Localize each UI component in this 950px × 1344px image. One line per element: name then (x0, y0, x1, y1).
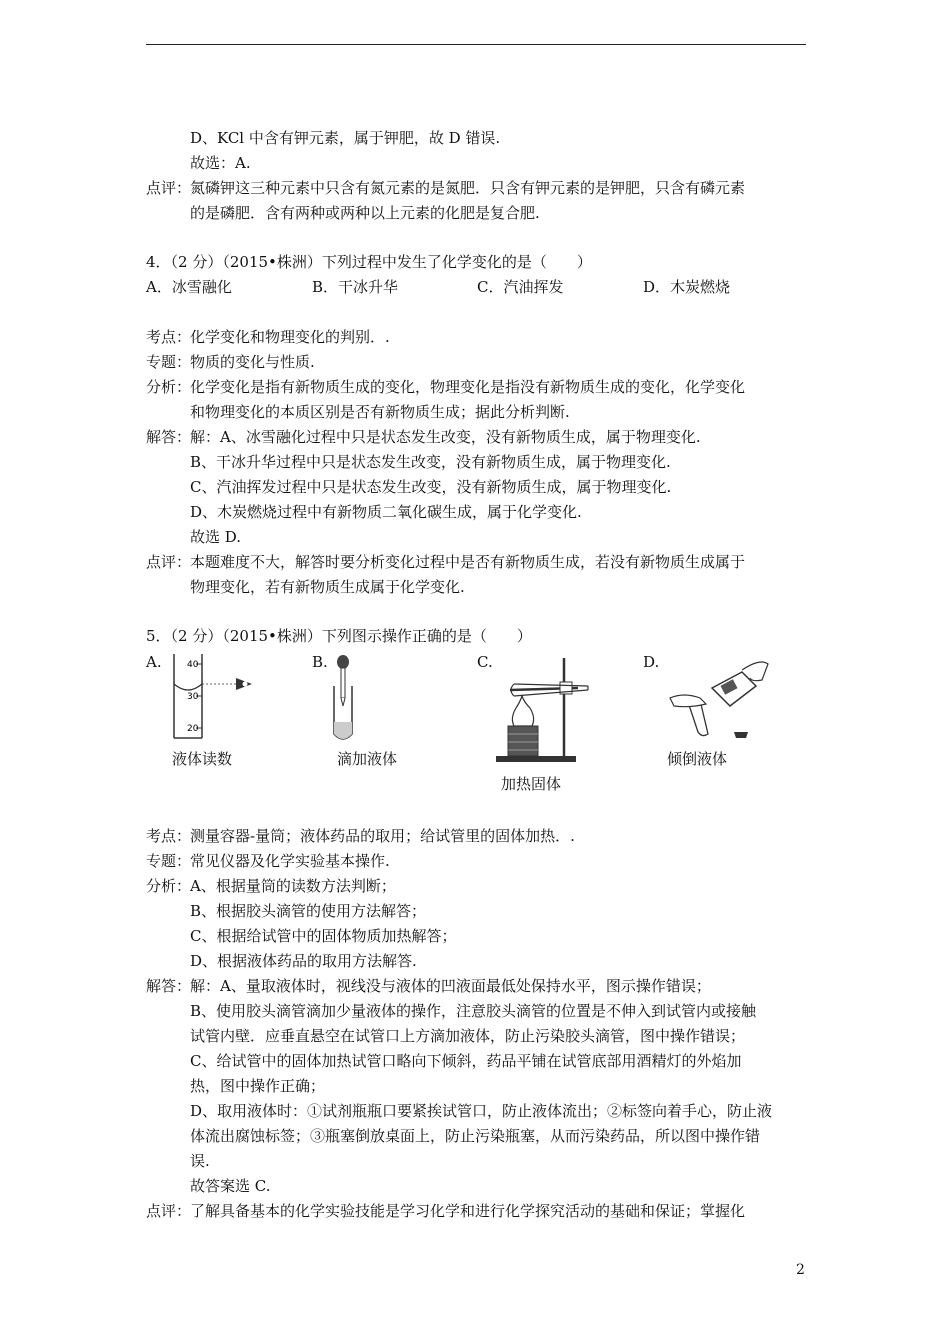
label: 考点： (146, 328, 192, 346)
q4-fenxi-cont: 和物理变化的本质区别是否有新物质生成；据此分析判断. (190, 403, 570, 421)
q5-letter-a: A. (146, 653, 162, 671)
label: 解答： (146, 977, 192, 995)
q5-caption-b: 滴加液体 (337, 750, 398, 768)
text: A、根据量筒的读数方法判断； (190, 877, 396, 895)
q5-kaodian (146, 826, 575, 846)
text: 测量容器-量筒；液体药品的取用；给试管里的固体加热．. (190, 827, 575, 845)
page-number: 2 (796, 1262, 805, 1278)
text: 本题难度不大，解答时要分析变化过程中是否有新物质生成，若没有新物质生成属于 (190, 553, 746, 571)
q5-jieda (146, 976, 711, 996)
text: 化学变化是指有新物质生成的变化，物理变化是指没有新物质生成的变化，化学变化 (190, 378, 746, 396)
q5-zhuanti (146, 851, 390, 871)
label: 专题： (146, 353, 192, 371)
q4-option-c: C．汽油挥发 (477, 278, 564, 296)
label: 分析： (146, 378, 192, 396)
q5-jieda-4: C、给试管中的固体加热试管口略向下倾斜，药品平铺在试管底部用酒精灯的外焰加 (190, 1052, 742, 1070)
q4-kaodian (146, 327, 390, 347)
header-rule (146, 44, 806, 45)
q5-stem: 5．（2 分）（2015•株洲）下列图示操作正确的是（ ） (146, 627, 532, 645)
q4-jieda-c: C、汽油挥发过程中只是状态发生改变，没有新物质生成，属于物理变化. (190, 478, 672, 496)
label: 点评： (146, 179, 192, 197)
q5-jieda-2: B、使用胶头滴管滴加少量液体的操作，注意胶头滴管的位置是不伸入到试管内或接触 (190, 1002, 757, 1020)
q5-fenxi-b: B、根据胶头滴管的使用方法解答； (190, 902, 427, 920)
q4-option-b: B．干冰升华 (312, 278, 399, 296)
q5-fenxi-d: D、根据液体药品的取用方法解答. (190, 952, 417, 970)
figure-dropper (322, 652, 362, 744)
q5-jieda-3: 试管内壁．应垂直悬空在试管口上方滴加液体，防止污染胶头滴管，图中操作错误； (190, 1027, 746, 1045)
label: 点评： (146, 1202, 192, 1220)
q5-letter-c: C. (477, 653, 493, 671)
q5-jieda-9: 故答案选 C. (190, 1177, 271, 1195)
q5-fenxi (146, 876, 396, 896)
text: 化学变化和物理变化的判别．. (190, 328, 390, 346)
q4-jieda-d: D、木炭燃烧过程中有新物质二氧化碳生成，属于化学变化. (190, 503, 582, 521)
text: 常见仪器及化学实验基本操作. (190, 852, 390, 870)
q5-caption-d: 倾倒液体 (667, 750, 728, 768)
q5-caption-c: 加热固体 (501, 775, 562, 793)
q5-caption-a: 液体读数 (172, 750, 233, 768)
prev-d-line: D、KCl 中含有钾元素，属于钾肥，故 D 错误. (190, 129, 501, 147)
tick-20: 20 (187, 724, 199, 734)
text: 物质的变化与性质. (190, 353, 315, 371)
q4-option-d: D．木炭燃烧 (643, 278, 731, 296)
label: 分析： (146, 877, 192, 895)
q4-stem: 4．（2 分）（2015•株洲）下列过程中发生了化学变化的是（ ） (146, 253, 592, 271)
q5-fenxi-c: C、根据给试管中的固体物质加热解答； (190, 927, 457, 945)
q5-letter-b: B. (312, 653, 328, 671)
q5-jieda-5: 热，图中操作正确； (190, 1077, 326, 1095)
label: 考点： (146, 827, 192, 845)
q4-dianping (146, 552, 745, 572)
q5-jieda-6: D、取用液体时：①试剂瓶瓶口要紧挨试管口，防止液体流出；②标签向着手心，防止液 (190, 1102, 773, 1120)
figure-cylinder-reading (166, 652, 262, 742)
tick-40: 40 (187, 660, 199, 670)
q4-zhuanti (146, 352, 315, 372)
text: 解：A、冰雪融化过程中只是状态发生改变，没有新物质生成，属于物理变化. (190, 428, 701, 446)
q4-option-a: A．冰雪融化 (146, 278, 232, 296)
text: 氮磷钾这三种元素中只含有氮元素的是氮肥．只含有钾元素的是钾肥，只含有磷元素 (190, 179, 746, 197)
q4-jieda (146, 427, 701, 447)
label: 专题： (146, 852, 192, 870)
figure-pouring-liquid (664, 652, 774, 742)
q4-fenxi (146, 377, 745, 397)
prev-comment-cont: 的是磷肥．含有两种或两种以上元素的化肥是复合肥. (190, 204, 540, 222)
q4-jieda-b: B、干冰升华过程中只是状态发生改变，没有新物质生成，属于物理变化. (190, 453, 671, 471)
q4-dianping-cont: 物理变化，若有新物质生成属于化学变化. (190, 578, 465, 596)
text: 了解具备基本的化学实验技能是学习化学和进行化学探究活动的基础和保证；掌握化 (190, 1202, 746, 1220)
prev-comment (146, 178, 745, 198)
figure-heating-solid (492, 652, 602, 764)
q5-jieda-7: 体流出腐蚀标签；③瓶塞倒放桌面上，防止污染瓶塞，从而污染药品，所以图中操作错 (190, 1127, 761, 1145)
q4-jieda-choose: 故选 D. (190, 528, 242, 546)
label: 解答： (146, 428, 192, 446)
tick-30: 30 (187, 692, 199, 702)
label: 点评： (146, 553, 192, 571)
q5-letter-d: D. (643, 653, 660, 671)
text: 解：A、量取液体时，视线没与液体的凹液面最低处保持水平，图示操作错误； (190, 977, 711, 995)
prev-choose: 故选：A. (190, 154, 251, 172)
q5-dianping (146, 1201, 745, 1221)
q5-jieda-8: 误. (190, 1152, 210, 1170)
